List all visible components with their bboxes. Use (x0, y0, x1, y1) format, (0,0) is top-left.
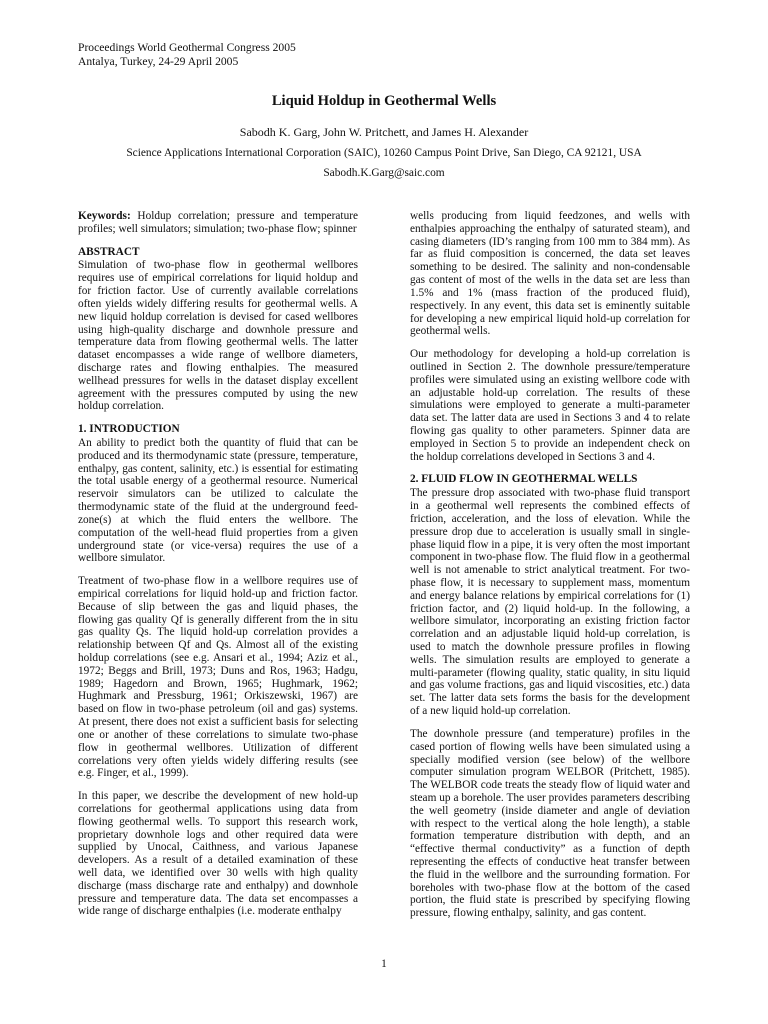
section-2-paragraph-2: The downhole pressure (and temperature) profiles in the cased portion of flowing wells have been simulated using a specially modified version (see below) of the wellbore computer simulation program WELBOR (Pritchett, 1985). The WELBOR code treats the steady flow of liquid water and steam up a borehole. The user provides parameters describing the well geometry (inside diameter and angle of deviation with respect to the vertical along the hole length), a stable formation temperature distribution with depth, and an “effective thermal conductivity” as a function of depth representing the effects of conductive heat transfer between the fluid in the wellbore and the surrounding formation. For boreholes with two-phase flow at the bottom of the cased portion, the fluid state is prescribed by specifying flowing pressure, flowing enthalpy, salinity, and gas content. (410, 727, 690, 920)
paper-affiliation: Science Applications International Corporation (SAIC), 10260 Campus Point Drive, San Diego, CA 92121, USA (126, 147, 642, 159)
keywords-label: Keywords: (78, 210, 131, 222)
introduction-paragraph-1: An ability to predict both the quantity of fluid that can be produced and its thermodynamic state (pressure, temperature, enthalpy, gas content, salinity, etc.) is essential for estimating the total usable energy of a geothermal resource. Numerical reservoir simulators can be utilized to calculate the thermodynamic state of the fluid at the underground feed-zone(s) at which the fluid enters the wellbore. The computation of the well-head fluid properties from a given underground state (or vice-versa) requires the use of a wellbore simulator. (78, 437, 358, 565)
introduction-continued-paragraph: wells producing from liquid feedzones, and wells with enthalpies approaching the enthalpy of saturated steam), and casing diameters (ID’s ranging from 100 mm to 384 mm). As far as fluid composition is concerned, the data set leaves something to be desired. The salinity and non-condensable gas content of most of the wells in the data set are less than 1.5% and 1% (mass fraction of the produced fluid), respectively. In any event, this data set is eminently suitable for developing a new empirical liquid hold-up correlation for geothermal wells. (410, 210, 690, 338)
paper-title: Liquid Holdup in Geothermal Wells (271, 93, 497, 109)
section-2-heading: 2. FLUID FLOW IN GEOTHERMAL WELLS (410, 473, 638, 486)
left-column (78, 210, 358, 928)
conference-location-date: Antalya, Turkey, 24-29 April 2005 (78, 55, 239, 68)
methodology-paragraph: Our methodology for developing a hold-up correlation is outlined in Section 2. The downhole pressure/temperature profiles were simulated using an existing wellbore code with an adjustable hold-up correlation. The results of these simulations were employed to generate a multi-parameter data set. The latter data are used in Sections 3 and 4 to relate flowing gas quality to other parameters. Spinner data are employed in Section 5 to provide an independent check on the holdup correlations developed in Sections 3 and 4. (410, 348, 690, 463)
abstract-text: Simulation of two-phase flow in geothermal wellbores requires use of empirical correlations for liquid holdup and for friction factor. Use of currently available correlations often yields widely differing results for geothermal wells. A new liquid holdup correlation is devised for cased wellbores using high-quality discharge and downhole pressure and temperature data from flowing geothermal wells. The latter dataset encompasses a wide range of wellbore diameters, discharge rates and flowing enthalpies. The measured wellhead pressures for wells in the dataset display excellent agreement with the pressures computed by using the new holdup correlation. (78, 259, 358, 413)
right-column (410, 210, 690, 930)
section-2-paragraph-1: The pressure drop associated with two-phase fluid transport in a geothermal well represents the combined effects of friction, acceleration, and the loss of elevation. While the pressure drop due to acceleration is usually small in single-phase liquid flow in a pipe, it is very often the most important component in two-phase flow. The fluid flow in a geothermal well is not amenable to strict analytical treatment. For two-phase flow, it is necessary to supplement mass, momentum and energy balance relations by empirical correlations for (1) friction factor, and (2) liquid hold-up. In the following, a wellbore simulator, incorporating an existing friction factor correlation and an adjustable liquid hold-up correlation, is used to match the downhole pressure profiles in flowing wells. The simulation results are employed to generate a multi-parameter (flowing quality, static quality, in situ liquid and gas volume fractions, gas and liquid viscosities, etc.) data set. The latter data sets forms the basis for the development of a new liquid hold-up correlation. (410, 487, 690, 718)
author-email: Sabodh.K.Garg@saic.com (323, 167, 445, 179)
keywords-text: Holdup correlation; pressure and temperature profiles; well simulators; simulation; two-phase flow; spinner (78, 210, 358, 235)
paper-authors: Sabodh K. Garg, John W. Pritchett, and James H. Alexander (239, 125, 529, 139)
abstract-heading: ABSTRACT (78, 245, 140, 258)
keywords-paragraph (78, 210, 358, 236)
conference-header (78, 41, 296, 69)
conference-name: Proceedings World Geothermal Congress 2005 (78, 41, 296, 54)
introduction-heading: 1. INTRODUCTION (78, 423, 180, 436)
page-number: 1 (381, 958, 387, 970)
introduction-paragraph-3: In this paper, we describe the development of new hold-up correlations for geothermal applications using data from flowing geothermal wells. To support this research work, proprietary downhole logs and other required data were supplied by Unocal, Caithness, and various Japanese developers. As a result of a detailed examination of these well data, we identified over 30 wells with high quality discharge (mass discharge rate and enthalpy) and downhole pressure and temperature data. The data set encompasses a wide range of discharge enthalpies (i.e. moderate enthalpy (78, 790, 358, 918)
introduction-paragraph-2: Treatment of two-phase flow in a wellbore requires use of empirical correlations for liquid hold-up and friction factor. Because of slip between the gas and liquid phases, the flowing gas quality Qf is generally different from the in situ gas quality Qs. The liquid hold-up correlation provides a relationship between Qf and Qs. Almost all of the existing holdup correlations (see e.g. Ansari et al., 1994; Aziz et al., 1972; Beggs and Brill, 1973; Duns and Ros, 1963; Hadgu, 1989; Hagedorn and Brown, 1965; Hughmark, 1962; Hughmark and Pressburg, 1961; Orkiszewski, 1967) are based on flow in two-phase petroleum (oil and gas) systems. At present, there does not exist a sufficient basis for selecting one or another of these correlations to simulate two-phase flow in geothermal wellbores. Utilization of different correlations very often yields widely differing results (see e.g. Finger, et al., 1999). (78, 575, 358, 780)
